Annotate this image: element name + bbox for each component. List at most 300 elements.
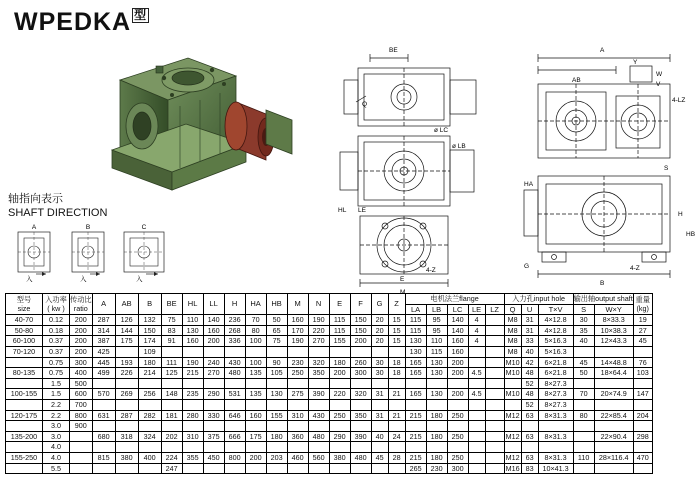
- shaft-direction-label-en: SHAFT DIRECTION: [8, 207, 108, 219]
- cell-M: [287, 442, 308, 453]
- cell-HB: 90: [266, 357, 287, 368]
- cell-U: 63: [521, 431, 538, 442]
- cell-H: 236: [224, 315, 245, 326]
- table-row: [6, 325, 653, 336]
- cell-kg: 27: [633, 325, 652, 336]
- cell-B: [138, 463, 161, 474]
- col-AB: AB: [115, 294, 138, 315]
- cell-power: 0.75: [43, 357, 70, 368]
- cell-WY: [594, 421, 633, 432]
- cell-AB: [115, 399, 138, 410]
- cell-HL: [182, 463, 203, 474]
- cell-G: 30: [371, 357, 388, 368]
- svg-text:A: A: [600, 47, 605, 54]
- cell-LA: 165: [405, 357, 426, 368]
- cell-WY: [594, 378, 633, 389]
- cell-HB: [266, 421, 287, 432]
- cell-N: 270: [308, 336, 329, 347]
- cell-N: 430: [308, 410, 329, 421]
- cell-TV: 4×12.8: [538, 315, 573, 326]
- cell-size: 50-80: [6, 325, 43, 336]
- cell-M: 310: [287, 410, 308, 421]
- cell-HB: [266, 378, 287, 389]
- cell-LE: [468, 452, 485, 463]
- cell-power: 5.5: [43, 463, 70, 474]
- cell-AB: [115, 378, 138, 389]
- col-HB: HB: [266, 294, 287, 315]
- cell-ratio: 700: [70, 399, 93, 410]
- cell-ratio: 900: [70, 421, 93, 432]
- cell-M: 275: [287, 389, 308, 400]
- cell-WY: 20×74.9: [594, 389, 633, 400]
- cell-HL: 160: [182, 336, 203, 347]
- cell-LL: [203, 421, 224, 432]
- cell-A: 499: [92, 368, 115, 379]
- cell-U: [521, 421, 538, 432]
- cell-LL: 450: [203, 452, 224, 463]
- cell-N: 350: [308, 368, 329, 379]
- cell-HL: 110: [182, 315, 203, 326]
- svg-text:B: B: [600, 280, 605, 287]
- cell-F: [350, 463, 371, 474]
- cell-HL: 215: [182, 368, 203, 379]
- col-ratio: [70, 294, 93, 315]
- cell-A: [92, 421, 115, 432]
- cell-HL: 355: [182, 452, 203, 463]
- cell-TV: 8×31.3: [538, 452, 573, 463]
- cell-B: 256: [138, 389, 161, 400]
- cell-LB: 230: [426, 463, 447, 474]
- cell-G: [371, 463, 388, 474]
- svg-text:M: M: [400, 289, 406, 296]
- cell-E: [329, 421, 350, 432]
- cell-N: [308, 421, 329, 432]
- cell-HL: [182, 421, 203, 432]
- cell-WY: 8×33.3: [594, 315, 633, 326]
- cell-LZ: [485, 410, 504, 421]
- col-ratio-en: ratio: [73, 304, 88, 314]
- cell-LE: [468, 410, 485, 421]
- cell-LC: 250: [447, 410, 468, 421]
- cell-size: [6, 399, 43, 410]
- cell-BE: 148: [161, 389, 182, 400]
- cell-LL: [203, 463, 224, 474]
- page-title: [14, 8, 149, 37]
- cell-LC: 250: [447, 431, 468, 442]
- cell-F: 350: [350, 410, 371, 421]
- cell-LE: 4: [468, 325, 485, 336]
- cell-kg: 103: [633, 368, 652, 379]
- cell-LE: 4.5: [468, 368, 485, 379]
- col-M: M: [287, 294, 308, 315]
- cell-S: [573, 346, 594, 357]
- cell-E: 115: [329, 315, 350, 326]
- cell-LA: 165: [405, 389, 426, 400]
- table-row: [6, 463, 653, 474]
- cell-B: 150: [138, 325, 161, 336]
- cell-LE: [468, 463, 485, 474]
- table-header-row-1: [6, 294, 653, 305]
- cell-AB: [115, 421, 138, 432]
- cell-ratio: 400: [70, 368, 93, 379]
- cell-F: 300: [350, 368, 371, 379]
- cell-kg: 45: [633, 336, 652, 347]
- cell-LB: 95: [426, 315, 447, 326]
- cell-Z: [388, 378, 405, 389]
- cell-ratio: 200: [70, 315, 93, 326]
- col-LA: LA: [405, 304, 426, 315]
- cell-WY: 12×43.3: [594, 336, 633, 347]
- cell-LE: 4.5: [468, 389, 485, 400]
- cell-HB: 155: [266, 410, 287, 421]
- cell-H: 336: [224, 336, 245, 347]
- cell-TV: [538, 442, 573, 453]
- cell-N: 390: [308, 389, 329, 400]
- cell-LA: 265: [405, 463, 426, 474]
- cell-M: 190: [287, 336, 308, 347]
- cell-F: [350, 442, 371, 453]
- cell-B: [138, 421, 161, 432]
- cell-S: [573, 399, 594, 410]
- cell-N: [308, 442, 329, 453]
- cell-power: 4.0: [43, 442, 70, 453]
- cell-A: 387: [92, 336, 115, 347]
- cell-size: [6, 442, 43, 453]
- cell-U: 63: [521, 410, 538, 421]
- cell-size: 60-100: [6, 336, 43, 347]
- cell-M: 230: [287, 357, 308, 368]
- cell-U: 33: [521, 336, 538, 347]
- cell-B: [138, 378, 161, 389]
- cell-power: 0.37: [43, 346, 70, 357]
- cell-TV: 8×27.3: [538, 389, 573, 400]
- cell-power: 0.75: [43, 368, 70, 379]
- col-ratio-cn: 传动比: [70, 294, 92, 304]
- cell-A: [92, 399, 115, 410]
- cell-HA: 100: [245, 336, 266, 347]
- group-output-shaft: 输出轴output shaft: [573, 294, 633, 303]
- svg-text:4-LZ: 4-LZ: [672, 97, 686, 104]
- cell-H: [224, 442, 245, 453]
- cell-Q: [504, 442, 521, 453]
- table-row: [6, 368, 653, 379]
- cell-F: 150: [350, 315, 371, 326]
- cell-Q: M12: [505, 410, 520, 420]
- cell-G: 20: [371, 336, 388, 347]
- cell-LC: [447, 399, 468, 410]
- svg-text:A: A: [31, 224, 37, 231]
- cell-E: 250: [329, 410, 350, 421]
- cell-power: 0.18: [43, 325, 70, 336]
- col-LC: LC: [447, 304, 468, 315]
- cell-ratio: [70, 452, 93, 463]
- cell-WY: 14×48.8: [594, 357, 633, 368]
- svg-text:Y: Y: [633, 59, 638, 66]
- cell-LB: [426, 399, 447, 410]
- cell-N: 190: [308, 315, 329, 326]
- cell-Z: 15: [388, 315, 405, 326]
- cell-Z: [388, 463, 405, 474]
- svg-text:入: 入: [26, 276, 33, 283]
- table-row: [6, 357, 653, 368]
- cell-kg: [633, 378, 652, 389]
- cell-Z: 15: [388, 336, 405, 347]
- shaft-direction-diagrams: [10, 222, 170, 282]
- cell-WY: [594, 399, 633, 410]
- cell-Z: 24: [388, 431, 405, 442]
- cell-HA: 175: [245, 431, 266, 442]
- cell-A: 631: [92, 410, 115, 421]
- cell-N: 560: [308, 452, 329, 463]
- cell-E: 115: [329, 325, 350, 336]
- table-row: [6, 431, 653, 442]
- cell-H: 646: [224, 410, 245, 421]
- cell-HB: 130: [266, 389, 287, 400]
- cell-kg: 19: [633, 315, 652, 326]
- col-LB: LB: [426, 304, 447, 315]
- cell-HB: 180: [266, 431, 287, 442]
- cell-Z: 18: [388, 357, 405, 368]
- col-HA: HA: [245, 294, 266, 315]
- svg-text:W: W: [656, 71, 663, 78]
- cell-M: [287, 421, 308, 432]
- cell-A: [92, 442, 115, 453]
- cell-Q: M10: [505, 368, 520, 378]
- cell-N: 220: [308, 325, 329, 336]
- cell-H: [224, 399, 245, 410]
- cell-LL: 290: [203, 389, 224, 400]
- group-input-hole: 入力孔input hole: [504, 294, 573, 305]
- svg-text:AB: AB: [572, 77, 581, 84]
- cell-LL: [203, 346, 224, 357]
- cell-BE: [161, 442, 182, 453]
- cell-B: [138, 442, 161, 453]
- cell-AB: 380: [115, 452, 138, 463]
- cell-F: 260: [350, 357, 371, 368]
- cell-BE: 224: [161, 452, 182, 463]
- cell-F: 480: [350, 452, 371, 463]
- cell-U: 48: [521, 368, 538, 379]
- cell-AB: 126: [115, 315, 138, 326]
- cell-U: [521, 442, 538, 453]
- cell-BE: [161, 421, 182, 432]
- cell-HL: [182, 378, 203, 389]
- cell-kg: 470: [633, 452, 652, 463]
- cell-LA: [405, 442, 426, 453]
- cell-kg: [633, 463, 652, 474]
- cell-Q: M10: [505, 389, 520, 399]
- cell-LC: [447, 378, 468, 389]
- cell-WY: 10×38.3: [594, 325, 633, 336]
- cell-LE: [468, 399, 485, 410]
- cell-G: 20: [371, 325, 388, 336]
- cell-LA: 115: [405, 315, 426, 326]
- cell-Z: 21: [388, 389, 405, 400]
- cell-B: 174: [138, 336, 161, 347]
- cell-G: 45: [371, 452, 388, 463]
- col-BE: BE: [161, 294, 182, 315]
- cell-LA: 215: [405, 452, 426, 463]
- cell-TV: [538, 421, 573, 432]
- cell-size: 70-120: [6, 346, 43, 357]
- cell-LE: [468, 378, 485, 389]
- cell-G: 31: [371, 389, 388, 400]
- cell-Q: M12: [505, 431, 520, 441]
- cell-F: [350, 378, 371, 389]
- cell-S: 45: [573, 357, 594, 368]
- cell-LA: 165: [405, 368, 426, 379]
- cell-LB: 130: [426, 368, 447, 379]
- cell-power: 1.5: [43, 378, 70, 389]
- cell-LB: 180: [426, 410, 447, 421]
- cell-H: [224, 378, 245, 389]
- cell-BE: 83: [161, 325, 182, 336]
- cell-HB: 75: [266, 336, 287, 347]
- table-row: [6, 378, 653, 389]
- engineering-drawing-left: [330, 40, 505, 296]
- cell-LL: [203, 399, 224, 410]
- cell-kg: [633, 421, 652, 432]
- cell-TV: 6×21.8: [538, 357, 573, 368]
- cell-BE: 125: [161, 368, 182, 379]
- cell-kg: 298: [633, 431, 652, 442]
- cell-HB: 65: [266, 325, 287, 336]
- cell-G: 30: [371, 368, 388, 379]
- svg-text:C: C: [141, 224, 147, 231]
- cell-BE: 91: [161, 336, 182, 347]
- cell-S: [573, 442, 594, 453]
- cell-S: 110: [573, 452, 594, 463]
- shaft-direction-block: [8, 190, 107, 219]
- cell-S: 80: [573, 410, 594, 421]
- cell-BE: [161, 346, 182, 357]
- cell-HA: [245, 463, 266, 474]
- cell-HB: [266, 442, 287, 453]
- cell-LZ: [485, 431, 504, 442]
- cell-HA: 70: [245, 315, 266, 326]
- cell-A: 570: [92, 389, 115, 400]
- cell-kg: [633, 399, 652, 410]
- cell-B: 324: [138, 431, 161, 442]
- cell-power: 1.5: [43, 389, 70, 400]
- cell-ratio: [70, 463, 93, 474]
- col-LZ: LZ: [485, 304, 504, 315]
- cell-Q: M10: [505, 357, 520, 367]
- col-HL: HL: [182, 294, 203, 315]
- cell-WY: [594, 346, 633, 357]
- cell-A: [92, 378, 115, 389]
- cell-G: 40: [371, 431, 388, 442]
- cell-HB: [266, 346, 287, 357]
- col-A: A: [92, 294, 115, 315]
- cell-LA: 130: [405, 346, 426, 357]
- cell-AB: 175: [115, 336, 138, 347]
- cell-U: 52: [521, 378, 538, 389]
- table-row: [6, 346, 653, 357]
- cell-U: 52: [521, 399, 538, 410]
- cell-ratio: 200: [70, 325, 93, 336]
- cell-HB: [266, 463, 287, 474]
- cell-LB: 130: [426, 357, 447, 368]
- cell-HA: 200: [245, 452, 266, 463]
- cell-AB: 269: [115, 389, 138, 400]
- svg-text:HB: HB: [686, 231, 696, 238]
- cell-kg: 204: [633, 410, 652, 421]
- cell-H: [224, 463, 245, 474]
- table-row: [6, 336, 653, 347]
- cell-M: 460: [287, 452, 308, 463]
- cell-Q: [504, 399, 521, 410]
- cell-LE: 4: [468, 336, 485, 347]
- cell-size: [6, 357, 43, 368]
- cell-size: 155-250: [6, 452, 43, 463]
- col-F: F: [350, 294, 371, 315]
- cell-TV: 8×27.3: [538, 378, 573, 389]
- svg-text:LE: LE: [358, 207, 366, 214]
- cell-F: [350, 421, 371, 432]
- col-power: [43, 294, 70, 315]
- cell-LA: 130: [405, 336, 426, 347]
- cell-HA: 160: [245, 410, 266, 421]
- cell-G: [371, 378, 388, 389]
- cell-TV: 8×31.3: [538, 410, 573, 421]
- svg-text:入: 入: [136, 276, 143, 283]
- cell-E: [329, 378, 350, 389]
- cell-AB: 226: [115, 368, 138, 379]
- cell-LZ: [485, 378, 504, 389]
- cell-power: 3.0: [43, 421, 70, 432]
- cell-LB: [426, 442, 447, 453]
- cell-kg: [633, 346, 652, 357]
- cell-N: 480: [308, 431, 329, 442]
- col-TV: T×V: [538, 304, 573, 315]
- cell-HA: 135: [245, 389, 266, 400]
- cell-LC: 300: [447, 463, 468, 474]
- col-G: G: [371, 294, 388, 315]
- cell-G: 31: [371, 410, 388, 421]
- cell-LC: 250: [447, 452, 468, 463]
- cell-U: 63: [521, 452, 538, 463]
- cell-TV: 5×16.3: [538, 336, 573, 347]
- cell-LL: [203, 378, 224, 389]
- cell-Q: M12: [505, 452, 520, 462]
- engineering-drawing-right: [520, 40, 696, 287]
- cell-LE: 4: [468, 315, 485, 326]
- cell-HB: 203: [266, 452, 287, 463]
- cell-E: 200: [329, 368, 350, 379]
- cell-HL: 310: [182, 431, 203, 442]
- product-illustration: [60, 40, 300, 210]
- cell-Z: [388, 346, 405, 357]
- cell-LL: [203, 442, 224, 453]
- cell-LC: 140: [447, 315, 468, 326]
- cell-ratio: [70, 442, 93, 453]
- cell-HA: 135: [245, 368, 266, 379]
- cell-F: 390: [350, 431, 371, 442]
- cell-HA: 100: [245, 357, 266, 368]
- cell-AB: 318: [115, 431, 138, 442]
- cell-LZ: [485, 336, 504, 347]
- cell-H: 480: [224, 368, 245, 379]
- cell-WY: 22×90.4: [594, 431, 633, 442]
- table-row: [6, 410, 653, 421]
- cell-HL: [182, 442, 203, 453]
- cell-M: 160: [287, 315, 308, 326]
- cell-WY: 18×64.4: [594, 368, 633, 379]
- cell-E: [329, 463, 350, 474]
- cell-Z: [388, 421, 405, 432]
- table-row: [6, 452, 653, 463]
